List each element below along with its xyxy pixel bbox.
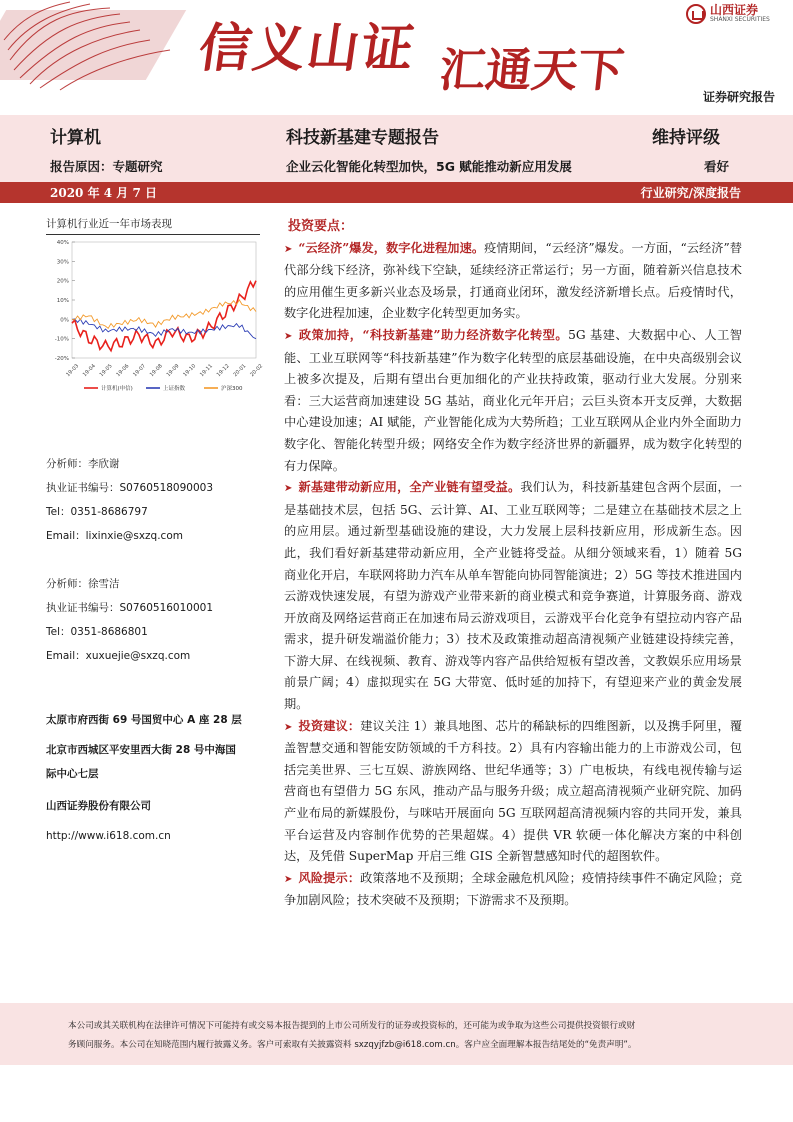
company-name: 山西证券股份有限公司 [46,800,151,812]
series-line-3 [72,300,256,328]
x-tick-label: 19-10 [182,363,198,379]
key-point-1-text: 疫情期间，“云经济”爆发。一方面，“云经济”替代部分线下经济，弥补线下空缺，延续经济正常运行；另一方面，随着新兴信息技术的应用催生更多新兴业态及场景，打通商业闭环，激发经济新增长点。后疫情时代，数字化进程加速，企业数字化转型更加务实。 [284,240,742,321]
x-tick-label: 19-08 [148,363,164,379]
report-reason: 报告原因：专题研究 [50,159,163,174]
logo-icon [686,4,706,24]
key-point-4-text: 建议关注 1）兼具地图、芯片的稀缺标的四维图新，以及携手阿里，覆盖智慧交通和智能安防领域的千方科技。2）具有内容输出能力的上市游戏公司，包括完美世界、三七互娱、游族网络、世纪华通等；3）广电板块，有线电视传输与运营商也有望借力 5G 东风，推动产品与服务升级；成立超高清视频产业研究院、加码产业布局的新媒股份，与咪咕开展面向 5G 互联网超高清视频内容的共同开发，兼具平台运营及内容制作优势的芒果超媒。4）提供 VR 软硬一体化解决方案的中科创达，及凭借 SuperMap 开启三维 GIS 全新智慧感知时代的超图软件。 [284,718,743,864]
report-date: 2020 年 4 月 7 日 [50,186,157,200]
analyst-1-tel: Tel：0351-8686797 [46,506,148,518]
disclaimer-line-1: 本公司或其关联机构在法律许可情况下可能持有或交易本报告提到的上市公司所发行的证券或投资标的，还可能为或争取为这些公司提供投资银行或财 [68,1021,636,1031]
header-banner [0,0,793,115]
analyst-1-email[interactable]: Email：lixinxie@sxzq.com [46,530,183,542]
x-tick-label: 19-07 [132,363,148,379]
arrow-icon: ➤ [284,243,293,255]
report-title: 科技新基建专题报告 [286,128,439,148]
arrow-icon: ➤ [284,873,293,885]
key-point-4-heading: 投资建议： [298,718,361,733]
key-point-5-text: 政策落地不及预期；全球金融危机风险；疫情持续事件不确定风险；竞争加剧风险；技术突破不及预期；下游需求不及预期。 [284,870,743,908]
address-beijing-line1: 北京市西城区平安里西大街 28 号中海国 [46,744,236,756]
chart-title: 计算机行业近一年市场表现 [46,218,172,230]
report-category: 行业研究/深度报告 [640,186,741,200]
disclaimer-line-2: 务顾问服务。本公司在知晓范围内履行披露义务。客户可索取有关披露资料 sxzqyjfzb@i618.com.cn。客户应全面理解本报告结尾处的“免责声明”。 [68,1040,637,1050]
analyst-1-cert: 执业证书编号：S0760518090003 [46,482,214,494]
x-tick-label: 19-03 [65,363,81,379]
key-point-2 [284,325,742,477]
analyst-2-tel: Tel：0351-8686801 [46,626,148,638]
industry-label: 计算机 [50,128,101,148]
legend-label: 沪深300 [221,386,243,392]
key-points-section [284,216,742,912]
market-performance-chart [44,236,264,398]
arrow-icon: ➤ [284,721,293,733]
x-tick-label: 19-09 [165,363,181,379]
key-point-3 [284,477,742,716]
report-type: 证券研究报告 [702,90,775,104]
logo-en-text: SHANXI SECURITIES [710,16,770,23]
report-subtitle: 企业云化智能化转型加快，5G 赋能推动新应用发展 [286,159,572,174]
y-tick-label: 20% [56,278,69,285]
y-tick-label: 10% [56,298,69,304]
y-tick-label: -20% [54,356,69,362]
analyst-2-email[interactable]: Email：xuxuejie@sxzq.com [46,650,191,662]
analyst-2-cert: 执业证书编号：S0760516010001 [46,602,214,614]
analyst-2-name: 分析师：徐雪洁 [46,578,120,590]
key-point-3-text: 我们认为，科技新基建包含两个层面，一是基础技术层，包括 5G、云计算、AI、工业互联网等；二是建立在基础技术层之上的应用层。通过新型基础设施的建设，大力发展上层科技新应用，形成新生态。因此，我们看好新基建带动新应用，全产业链将受益。从细分领域来看，1）随着 5G 商业化开启，车联网将助力汽车从单车智能向协同智能演进；2）5G 等技术推进国内云游戏快速发展，有望为游戏产业带来新的商业模式和竞争赛道，计算服务商、游戏开放商及网络运营商正在加速布局云游戏项目，云游戏平台化竞争有望拉动内容产品需求，提升研发端溢价能力；3）技术及政策推动超高清视频产业链建设持续完善，下游大屏、在线视频、教育、游戏等内容产品供给短板有望改善，文教娱乐应用场景前景广阔；4）虚拟现实在 5G 大带宽、低时延的加持下，有望迎来产业的黄金发展期。 [284,480,743,712]
x-tick-label: 19-04 [81,363,97,379]
company-logo [686,4,770,24]
x-tick-label: 19-05 [98,363,114,379]
arrow-icon: ➤ [284,483,293,495]
x-tick-label: 19-12 [215,363,231,379]
key-point-1-heading: “云经济”爆发，数字化进程加速。 [298,240,485,255]
y-tick-label: 40% [56,240,69,246]
slogan-part-b: 汇通天下 [436,43,627,97]
x-tick-label: 20-01 [232,363,248,379]
legend-label: 计算机(申信) [101,386,133,392]
key-points-title: 投资要点： [288,219,354,234]
disclaimer-text [68,1017,748,1055]
series-line-1 [72,281,256,351]
outlook-label: 看好 [704,159,730,174]
address-beijing-line2: 际中心七层 [46,768,99,780]
y-tick-label: 30% [56,259,69,266]
rating-label: 维持评级 [652,128,720,148]
key-point-5 [284,868,742,912]
arrow-icon: ➤ [284,330,293,342]
key-point-4 [284,716,742,868]
slogan-part-a: 信义山证 [195,18,420,79]
x-tick-label: 20-02 [249,363,264,379]
y-tick-label: -10% [54,336,69,343]
x-tick-label: 19-11 [199,363,214,379]
logo-cn-text: 山西证券 [710,3,759,17]
company-website[interactable]: http://www.i618.com.cn [46,830,171,842]
key-point-2-text: 5G 基建、大数据中心、人工智能、工业互联网等“科技新基建”作为数字化转型的底层基础设施，在中央高级别会议上被多次提及，后期有望出台更加细化的产业扶持政策，驱动行业大发展。分别来看：三大运营商加速建设 5G 基站，商业化元年开启；云巨头资本开支反弹，大数据中心建设加速；AI 赋能，产业智能化成为大势所趋；工业互联网从企业内外全面助力数字化、智能化转型升级；网络安全作为数字经济世界的新疆界，成为数字化转型的有力保障。 [284,327,742,473]
y-tick-label: 0% [60,317,69,324]
divider [46,234,260,235]
key-point-1 [284,238,742,325]
address-taiyuan: 太原市府西街 69 号国贸中心 A 座 28 层 [46,714,242,726]
chart-svg [44,236,264,398]
key-point-5-heading: 风险提示： [298,870,361,885]
key-point-2-heading: 政策加持，“科技新基建”助力经济数字化转型。 [298,327,569,342]
analyst-1-name: 分析师：李欣谢 [46,458,120,470]
legend-label: 上证指数 [163,386,186,392]
key-point-3-heading: 新基建带动新应用，全产业链有望受益。 [298,480,521,495]
series-line-2 [72,319,256,339]
x-tick-label: 19-06 [115,363,131,379]
